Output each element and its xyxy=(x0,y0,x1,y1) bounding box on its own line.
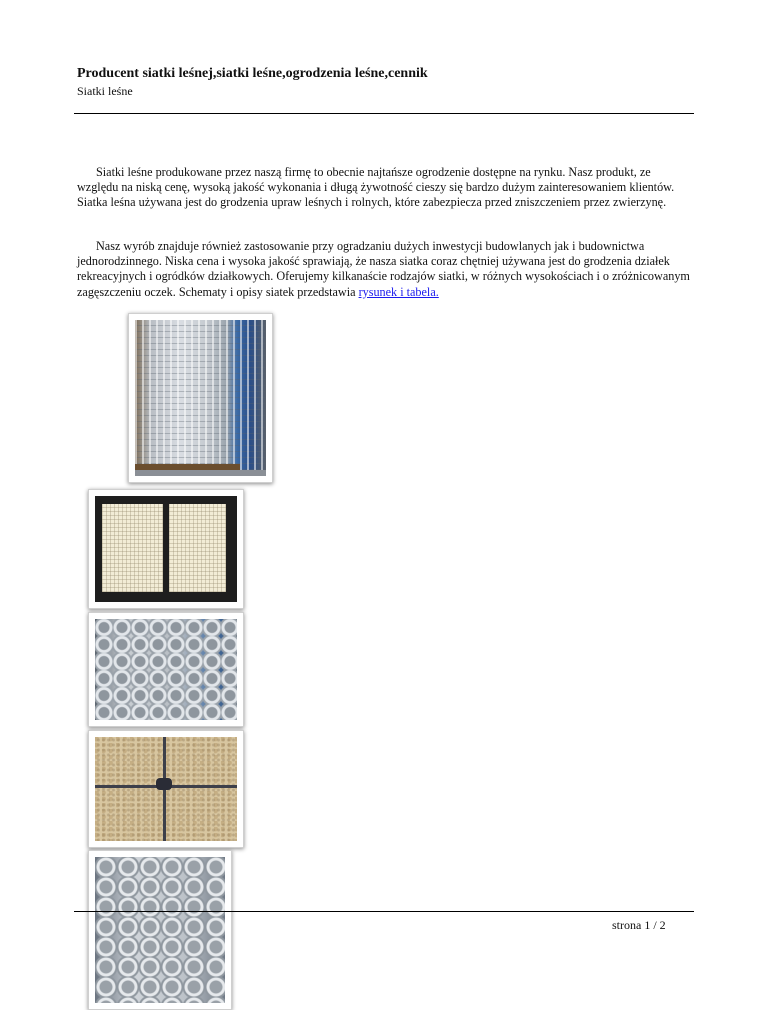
header-divider xyxy=(74,113,694,114)
mesh-knot-closeup-photo xyxy=(88,730,244,848)
footer-divider xyxy=(74,911,694,912)
coil-pyramid-photo xyxy=(88,850,232,1010)
intro-paragraph: Siatki leśne produkowane przez naszą firmę to obecnie najtańsze ogrodzenie dostępne na rynku. Nasz produkt, ze względu na niską cenę, wysoką jakość wykonania i długą żywotność cieszy się bardzo dużym zainteresowaniem klientów. Siatka leśna używana jest do grodzenia upraw leśnych i rolnych, które zabezpiecza przed zniszczeniem przez zwierzynę. xyxy=(77,165,675,210)
mesh-rolls-stack-photo xyxy=(128,313,273,483)
page-subtitle: Siatki leśne xyxy=(77,84,133,98)
usage-paragraph-text: Nasz wyrób znajduje również zastosowanie przy ogradzaniu dużych inwestycji budowlanych jak i budownictwa jednorodzinnego. Niska cena i wysoka jakość sprawiają, że nasza siatka coraz chętniej używana jest do grodzenia działek rekreacyjnych i ogródków działkowych. Oferujemy kilkanaście rodzajów siatki, w różnych wysokościach i o zróżnicowanym zagęszczeniu oczek. Schematy i opisy siatek przedstawia xyxy=(77,239,690,299)
page-title: Producent siatki leśnej,siatki leśne,ogrodzenia leśne,cennik xyxy=(77,66,428,81)
usage-paragraph xyxy=(77,239,692,300)
framed-mesh-panel-photo xyxy=(88,489,244,609)
wire-coils-photo xyxy=(88,612,244,727)
page-indicator: strona 1 / 2 xyxy=(612,918,666,932)
drawing-and-table-link[interactable]: rysunek i tabela. xyxy=(358,284,439,299)
